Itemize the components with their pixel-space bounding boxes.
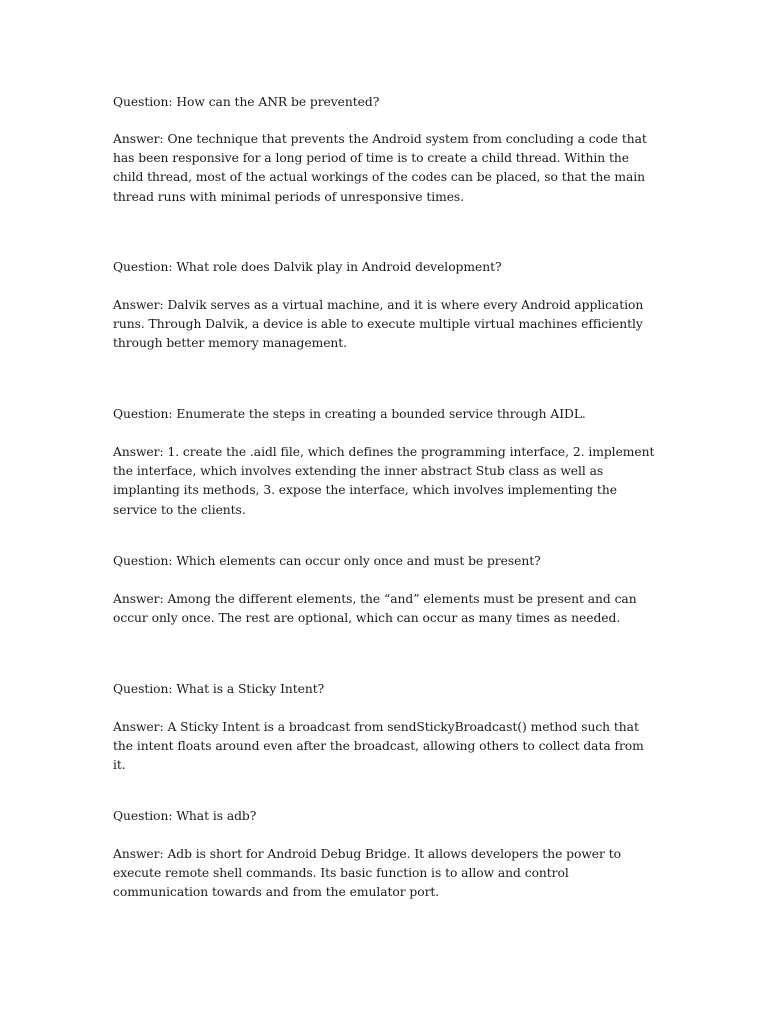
answer-6: Answer: Adb is short for Android Debug Bridge. It allows developers the power to execute remote shell commands. Its basic function is to allow and control communication towards and from the emulator port.: [113, 847, 621, 900]
question-3: Question: Enumerate the steps in creating a bounded service through AIDL.: [113, 407, 586, 421]
answer-3: Answer: 1. create the .aidl file, which defines the programming interface, 2. implement the interface, which involves extending the inner abstract Stub class as well as implanting its methods, 3. expose the interface, which involves implementing the service to the clients.: [113, 445, 655, 517]
question-1: Question: How can the ANR be prevented?: [113, 95, 380, 109]
answer-4: Answer: Among the different elements, the “and” elements must be present and can occur only once. The rest are optional, which can occur as many times as needed.: [113, 592, 637, 626]
question-2: Question: What role does Dalvik play in Android development?: [113, 260, 502, 274]
answer-1: Answer: One technique that prevents the Android system from concluding a code that has been responsive for a long period of time is to create a child thread. Within the child thread, most of the actual workings of the codes can be placed, so that the main thread runs with minimal periods of unresponsive times.: [113, 132, 647, 204]
question-5: Question: What is a Sticky Intent?: [113, 682, 325, 696]
answer-2: Answer: Dalvik serves as a virtual machine, and it is where every Android application runs. Through Dalvik, a device is able to execute multiple virtual machines efficiently through better memory management.: [113, 298, 644, 351]
question-6: Question: What is adb?: [113, 809, 257, 823]
answer-5: Answer: A Sticky Intent is a broadcast from sendStickyBroadcast() method such that the intent floats around even after the broadcast, allowing others to collect data from it.: [113, 720, 644, 773]
question-4: Question: Which elements can occur only once and must be present?: [113, 554, 541, 568]
